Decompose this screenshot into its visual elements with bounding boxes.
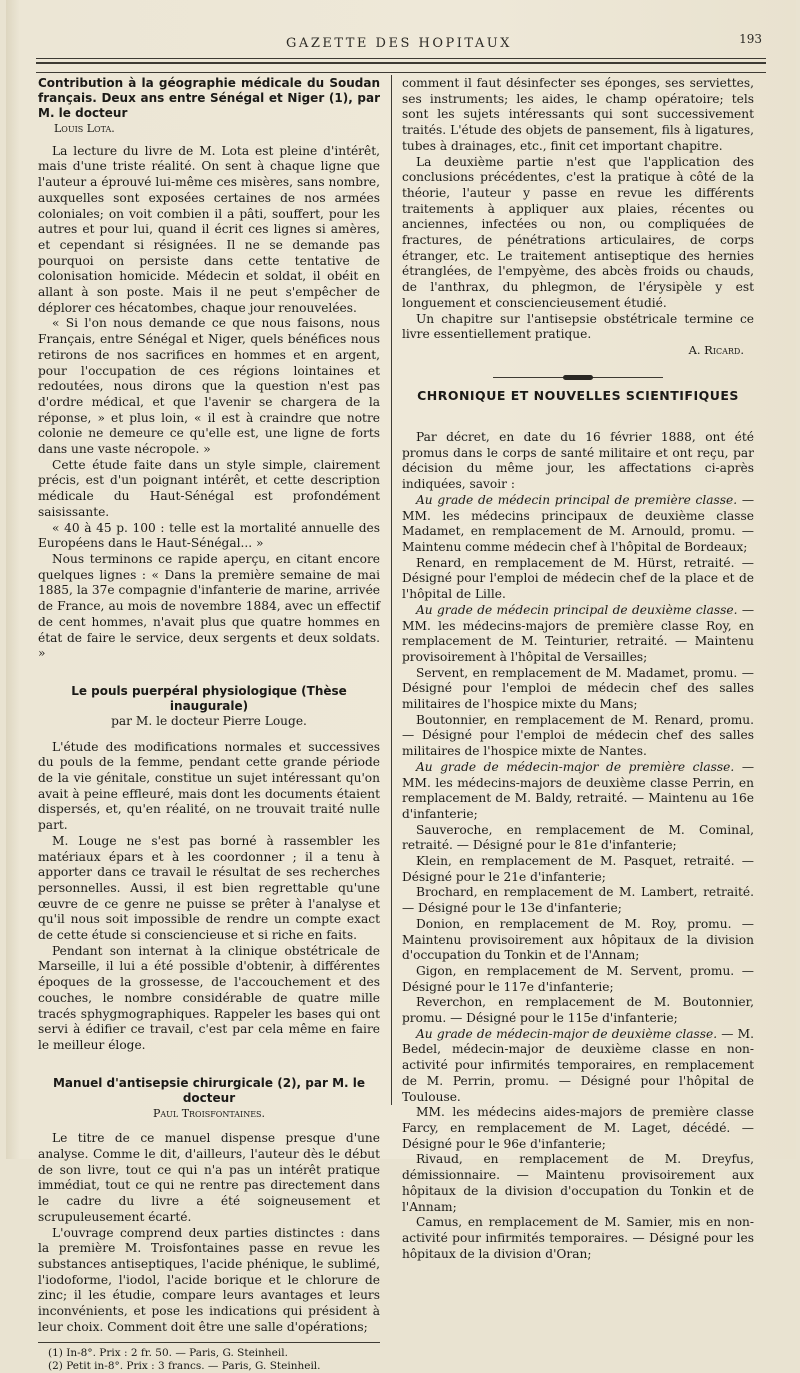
promotion-entry xyxy=(402,995,754,1026)
article-author: Paul Troisfontaines. xyxy=(152,1106,266,1120)
article-author: Louis Lota. xyxy=(54,122,115,135)
promotion-entry xyxy=(402,1027,754,1106)
promotion-entry xyxy=(402,493,754,556)
article-title: Contribution à la géographie médicale du Soudan français. Deux ans entre Sénégal et Niger (1), par M. le docteur xyxy=(38,76,380,120)
promotion-entry xyxy=(402,917,754,964)
entry-text: — MM. les médecins-majors de première classe Roy, en remplacement de M. Teinturier, retraité. — Maintenu provisoirement à l'hôpital de Versailles; xyxy=(402,602,755,664)
promotion-entry xyxy=(402,760,754,823)
paragraph: Le titre de ce manuel dispense presque d'une analyse. Comme le dit, d'ailleurs, l'auteur dès le début de son livre, tout ce qui n'a pas un intérêt pratique immédiat, tout ce qui ne rentre pas directement dans le cadre du livre a été soigneusement et scrupuleusement écarté. xyxy=(38,1131,380,1224)
page-number: 193 xyxy=(739,32,762,46)
entry-text: Camus, en remplacement de M. Samier, mis en non-activité pour infirmités temporaires. — Désigné pour les hôpitaux de la division d'Oran; xyxy=(402,1215,754,1261)
article-pouls xyxy=(38,684,380,1054)
entry-text: Sauveroche, en remplacement de M. Cominal, retraité. — Désigné pour le 81e d'infanterie; xyxy=(402,822,754,853)
promotion-entry xyxy=(402,1152,754,1215)
promotion-entry xyxy=(402,1105,754,1152)
footnote: (2) Petit in-8°. Prix : 3 francs. — Paris, G. Steinheil. xyxy=(48,1359,321,1372)
entry-text: Rivaud, en remplacement de M. Dreyfus, démissionnaire. — Maintenu provisoirement aux hôpitaux de la division d'occupation du Tonkin et de l'Annam; xyxy=(402,1152,754,1214)
article-title: Manuel d'antisepsie chirurgicale (2), par M. le docteur xyxy=(52,1075,365,1105)
promotion-entry xyxy=(402,603,754,666)
promotion-entry xyxy=(402,666,754,713)
entry-text: — M. Bedel, médecin-major de deuxième classe en non-activité pour infirmités temporaires, en remplacement de M. Perrin, promu. — Désigné pour l'hôpital de Toulouse. xyxy=(402,1026,754,1104)
paragraph: « Si l'on nous demande ce que nous faisons, nous Français, entre Sénégal et Niger, quels bénéfices nous retirons de nos sacrifices en hommes et en argent, pour l'occupation de ces régions lointaines et redoutées, nous dirons que la question n'est pas d'ordre médical, et que l'avenir se chargera de la réponse, » et plus loin, « il est à craindre que notre colonie ne demeure ce qu'elle est, une ligne de forts dans une vaste nécropole. » xyxy=(38,316,380,457)
grade-heading: Au grade de médecin principal de deuxième classe. xyxy=(416,602,738,617)
left-column xyxy=(38,76,380,1373)
entry-text: Servent, en remplacement de M. Madamet, promu. — Désigné pour l'emploi de médecin chef des salles militaires de l'hospice mixte du Mans; xyxy=(402,665,754,712)
paragraph: L'ouvrage comprend deux parties distinctes : dans la première M. Troisfontaines passe en revue les substances antiseptiques, l'acide phénique, le sublimé, l'iodoforme, l'iodol, l'acide borique et le chlorure de zinc; il les étudie, compare leurs avantages et leurs inconvénients, et pose les indications qui président à leur choix. Comment doit être une salle d'opérations; xyxy=(38,1225,380,1334)
article-signature: A. Ricard. xyxy=(688,342,744,357)
promotion-entry xyxy=(402,854,754,885)
header-rule-thick xyxy=(36,62,766,64)
promotion-entry xyxy=(402,964,754,995)
column-divider xyxy=(391,75,392,1105)
footnote-rule xyxy=(38,1342,380,1343)
entry-text: — MM. les médecins principaux de deuxième classe Madamet, en remplacement de M. Arnould, promu. — Maintenu comme médecin chef à l'hôpital de Bordeaux; xyxy=(402,492,755,554)
promotion-entry xyxy=(402,556,754,603)
grade-heading: Au grade de médecin-major de deuxième classe. xyxy=(416,1026,718,1041)
paragraph: La lecture du livre de M. Lota est pleine d'intérêt, mais d'une triste réalité. On sent à chaque ligne que l'auteur a éprouvé lui-même ces misères, sans nombre, auxquelles sont exposées certaines de nos armées coloniales; on voit combien il a pâti, souffert, pour les autres et pour lui, quand il écrit ces lignes si amères, et cependant si résignées. Il ne se demande pas pourquoi on persiste dans cette tentative de colonisation homicide. Médecin et soldat, il obéit en allant à son poste. Mais il ne peut s'empêcher de déplorer ces hécatombes, chaque jour renouvelées. xyxy=(38,143,380,315)
entry-text: Donion, en remplacement de M. Roy, promu. — Maintenu provisoirement aux hôpitaux de la division d'occupation du Tonkin et de l'Annam; xyxy=(402,916,754,963)
entry-text: Boutonnier, en remplacement de M. Renard, promu. — Désigné pour l'emploi de médecin chef des salles militaires de l'hospice mixte de Nantes. xyxy=(402,712,754,759)
paragraph: Par décret, en date du 16 février 1888, ont été promus dans le corps de santé militaire et ont reçu, par décision du même jour, les affectations ci-après indiquées, savoir : xyxy=(402,430,754,492)
promotion-entry xyxy=(402,713,754,760)
promotion-entry xyxy=(402,823,754,854)
running-header xyxy=(36,32,762,58)
article-antisepsie xyxy=(38,1076,380,1336)
entry-text: Brochard, en remplacement de M. Lambert, retraité. — Désigné pour le 13e d'infanterie; xyxy=(402,885,754,916)
article-title: Le pouls puerpéral physiologique (Thèse inaugurale) xyxy=(71,683,347,713)
entry-text: Gigon, en remplacement de M. Servent, promu. — Désigné pour le 117e d'infanterie; xyxy=(402,963,754,994)
entry-text: Renard, en remplacement de M. Hürst, retraité. — Désigné pour l'emploi de médecin chef de la place et de l'hôpital de Lille. xyxy=(402,555,754,602)
paragraph: L'étude des modifications normales et successives du pouls de la femme, pendant cette grande période de la vie génitale, constitue un sujet intéressant qu'on avait à peine effleuré, mais dont les documents étaient dispersés, et, qu'en réalité, on ne trouvait traité nulle part. xyxy=(38,739,380,833)
footnote: (1) In-8°. Prix : 2 fr. 50. — Paris, G. Steinheil. xyxy=(48,1346,288,1359)
promotion-list xyxy=(402,493,754,1262)
paragraph: Nous terminons ce rapide aperçu, en citant encore quelques lignes : « Dans la première semaine de mai 1885, la 37e compagnie d'infanterie de marine, arrivée de France, au mois de novembre 1884, avec un effectif de cent hommes, n'avait plus que quatre hommes en état de faire le service, deux sergents et deux soldats. » xyxy=(38,551,380,661)
newspaper-page xyxy=(6,0,796,1372)
promotion-entry xyxy=(402,885,754,916)
grade-heading: Au grade de médecin-major de première classe. xyxy=(416,759,735,774)
header-rule xyxy=(36,58,766,59)
article-byline: par M. le docteur Pierre Louge. xyxy=(111,713,307,728)
paragraph: « 40 à 45 p. 100 : telle est la mortalité annuelle des Européens dans le Haut-Sénégal... » xyxy=(38,520,380,551)
paragraph: Pendant son internat à la clinique obstétricale de Marseille, il lui a été possible d'obtenir, à différentes époques de la grossesse, de l'accouchement et des couches, le nombre considérable de quatre mille tracés sphygmographiques. Rappeler les bases qui ont servi à édifier ce travail, c'est par cela même en faire le meilleur éloge. xyxy=(38,943,380,1052)
entry-text: MM. les médecins aides-majors de première classe Farcy, en remplacement de M. Laget, décédé. — Désigné pour le 96e d'infanterie; xyxy=(402,1105,754,1151)
paragraph: Un chapitre sur l'antisepsie obstétricale termine ce livre essentiellement pratique. xyxy=(402,311,754,342)
entry-text: Reverchon, en remplacement de M. Boutonnier, promu. — Désigné pour le 115e d'infanterie; xyxy=(402,995,754,1026)
paragraph: M. Louge ne s'est pas borné à rassembler les matériaux épars et à les coordonner ; il a tenu à apporter dans ce travail le résultat de ses recherches personnelles. Aussi, il est bien regrettable qu'une œuvre de ce genre ne puisse se prêter à l'analyse et qu'il nous soit impossible de rendre un compte exact de cette étude si consciencieuse et si riche en faits. xyxy=(38,833,380,943)
right-column xyxy=(402,76,754,1262)
ornamental-divider xyxy=(402,367,754,383)
grade-heading: Au grade de médecin principal de première classe. xyxy=(416,492,738,507)
entry-text: — MM. les médecins-majors de deuxième classe Perrin, en remplacement de M. Baldy, retraité. — Maintenu au 16e d'infanterie; xyxy=(402,759,755,821)
section-title: CHRONIQUE ET NOUVELLES SCIENTIFIQUES xyxy=(417,388,739,404)
entry-text: Klein, en remplacement de M. Pasquet, retraité. — Désigné pour le 21e d'infanterie; xyxy=(402,854,754,884)
journal-title: GAZETTE DES HOPITAUX xyxy=(286,36,512,51)
paragraph: La deuxième partie n'est que l'application des conclusions précédentes, c'est la pratique à côté de la théorie, l'auteur y passe en revue les différents traitements à appliquer aux plaies, récentes ou anciennes, infectées ou non, ou compliquées de fractures, de pénétrations articulaires, de corps étranger, etc. Le traitement antiseptique des hernies étranglées, de l'empyème, des abcès froids ou chauds, de l'anthrax, du phlegmon, de l'érysipèle y est longuement et consciencieusement étudié. xyxy=(402,154,754,310)
header-rule-lower xyxy=(36,72,766,73)
paragraph: Cette étude faite dans un style simple, clairement précis, est d'un poignant intérêt, et cette description médicale du Haut-Sénégal est profondément saisissante. xyxy=(38,457,380,519)
paragraph: comment il faut désinfecter ses éponges, ses serviettes, ses instruments; les aides, le champ opératoire; tels sont les sujets intéressants qui sont successivement traités. L'étude des objets de pansement, fils à ligatures, tubes à drainages, etc., finit cet important chapitre. xyxy=(402,76,754,153)
article-soudan xyxy=(38,76,380,662)
promotion-entry xyxy=(402,1215,754,1262)
